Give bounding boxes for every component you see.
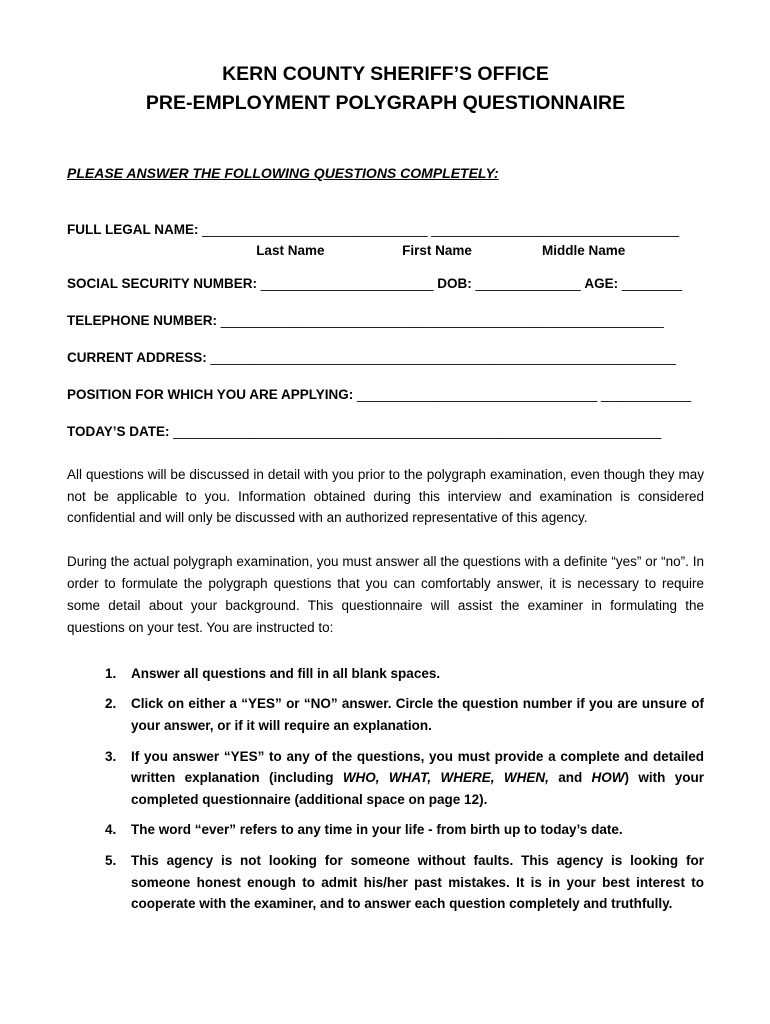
ssn-blank[interactable]: _______________________ — [260, 276, 434, 292]
instruction-number: 2. — [105, 696, 117, 712]
instruction-text-segment: Answer all questions and fill in all blank spaces. — [131, 665, 441, 681]
instruction-text — [131, 663, 704, 685]
age-blank[interactable]: ________ — [621, 276, 682, 292]
telephone-label: TELEPHONE NUMBER: — [67, 313, 218, 329]
title-line-2: PRE-EMPLOYMENT POLYGRAPH QUESTIONNAIRE — [145, 92, 626, 115]
name-sublabels — [217, 242, 657, 261]
telephone-line — [67, 312, 704, 331]
instruction-text — [131, 819, 704, 841]
instruction-number: 3. — [105, 748, 117, 764]
document-title — [67, 60, 704, 119]
title-line-1: KERN COUNTY SHERIFF’S OFFICE — [222, 63, 549, 85]
instruction-number: 1. — [105, 665, 117, 681]
instruction-text-segment: ) with your completed questionnaire (additional space on page 12). — [131, 770, 704, 807]
instruction-number: 4. — [105, 822, 117, 838]
todays-date-blank[interactable]: _________________________________________________________________ — [173, 423, 662, 439]
instruction-text-segment: If you answer “YES” to any of the questions, you must provide a complete and detailed written explanation (including — [131, 748, 704, 786]
ssn-dob-age-line — [67, 275, 704, 294]
dob-blank[interactable]: ______________ — [475, 276, 581, 292]
instruction-text-segment: The word “ever” refers to any time in your life - from birth up to today’s date. — [131, 822, 623, 838]
instruction-text — [131, 746, 704, 811]
form-section — [67, 221, 704, 442]
last-name-label: Last Name — [256, 243, 325, 259]
dob-label: DOB: — [437, 276, 472, 292]
instruction-item — [105, 663, 704, 685]
intro-paragraph-2: During the actual polygraph examination, you must answer all the questions with a definite “yes” or “no”. In order to formulate the polygraph questions that you can comfortably answer, it is necessary to require some detail about your background. This questionnaire will assist the examiner in formulating the questions on your test. You are instructed to: — [67, 554, 704, 635]
current-address-blank[interactable]: ______________________________________________________________ — [210, 350, 677, 366]
full-legal-name-line — [67, 221, 704, 240]
todays-date-line — [67, 423, 704, 442]
ssn-label: SOCIAL SECURITY NUMBER: — [67, 276, 258, 292]
instruction-item — [105, 819, 704, 841]
instructions-list — [105, 663, 704, 915]
todays-date-label: TODAY’S DATE: — [67, 423, 170, 439]
intro-paragraph-1: All questions will be discussed in detail with you prior to the polygraph examination, even though they may not be applicable to you. Information obtained during this interview and examination is considered confidential and will only be discussed with an authorized representative of this agency. — [67, 466, 704, 526]
instruction-number: 5. — [105, 852, 117, 868]
current-address-line — [67, 349, 704, 368]
age-label: AGE: — [584, 276, 619, 292]
instruction-item — [105, 693, 704, 736]
instruction-text-italic-segment: WHO, WHAT, WHERE, WHEN, — [342, 770, 549, 786]
telephone-blank[interactable]: ___________________________________________________________ — [220, 313, 664, 329]
middle-name-label: Middle Name — [542, 243, 626, 259]
instruction-text-segment: Click on either a “YES” or “NO” answer. Circle the question number if you are unsure of your answer, or if it will require an explanation. — [131, 696, 704, 733]
current-address-label: CURRENT ADDRESS: — [67, 350, 207, 366]
full-legal-name-blank[interactable]: ______________________________ _________________________________ — [202, 221, 680, 237]
first-name-label: First Name — [402, 243, 472, 259]
instruction-text-segment: and — [548, 770, 592, 786]
section-heading: PLEASE ANSWER THE FOLLOWING QUESTIONS COMPLETELY: — [67, 164, 499, 181]
full-legal-name-label: FULL LEGAL NAME: — [67, 221, 199, 237]
instruction-item — [105, 850, 704, 915]
position-label: POSITION FOR WHICH YOU ARE APPLYING: — [67, 386, 354, 402]
position-line — [67, 386, 704, 405]
instruction-text-segment: This agency is not looking for someone without faults. This agency is looking for someone honest enough to admit his/her past mistakes. It is in your best interest to cooperate with the examiner, and to answer each question completely and truthfully. — [131, 852, 704, 912]
instruction-text-italic-segment: HOW — [591, 770, 625, 786]
instruction-item — [105, 746, 704, 811]
position-blank[interactable]: ________________________________ ____________ — [357, 386, 692, 402]
instruction-text — [131, 850, 704, 915]
instruction-text — [131, 693, 704, 736]
